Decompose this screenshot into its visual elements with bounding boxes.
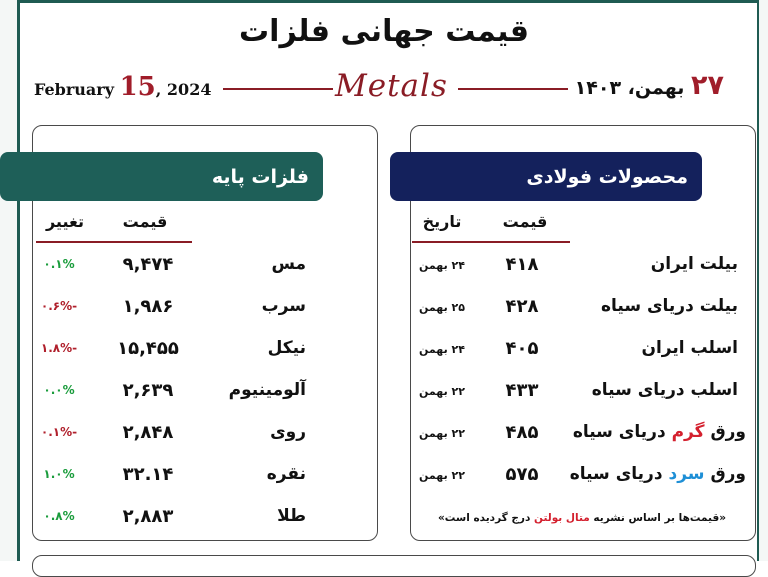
metal-name: مس (271, 254, 306, 274)
bottom-panel (32, 555, 756, 577)
col-date-header: تاریخ (422, 212, 462, 231)
product-name-part: ورق (710, 422, 746, 442)
metal-name: نیکل (267, 338, 306, 358)
date-fa-day: ۲۷ (691, 70, 724, 101)
date-en-day: 15 (119, 72, 156, 102)
product-name-part: دریای سیاه (572, 422, 666, 442)
note-part: «قیمت‌ها بر اساس نشریه (593, 512, 726, 524)
base-metals-tab: فلزات پایه (0, 152, 323, 201)
price-value: ۹,۴۷۴ (122, 254, 174, 275)
price-value: ۴۲۸ (505, 296, 539, 317)
price-value: ۱۵,۴۵۵ (117, 338, 179, 359)
date-fa-rest: بهمن، ۱۴۰۳ (574, 77, 685, 99)
metal-name: نقره (266, 464, 306, 484)
date-value: ۲۲ بهمن (419, 469, 465, 482)
product-name-part: دریای سیاه (569, 464, 663, 484)
product-name: بیلت دریای سیاه (600, 296, 738, 316)
date-value: ۲۲ بهمن (419, 385, 465, 398)
product-name: اسلب ایران (641, 338, 738, 358)
product-name-part: ورق (710, 464, 746, 484)
price-value: ۲,۸۴۸ (122, 422, 174, 443)
steel-header-underline (412, 241, 570, 243)
page-title: قیمت جهانی فلزات (239, 14, 529, 49)
date-value: ۲۴ بهمن (419, 259, 465, 272)
note-part: درج گردیده است» (438, 512, 531, 524)
price-value: ۴۱۸ (505, 254, 539, 275)
product-name (570, 464, 746, 484)
date-value: ۲۴ بهمن (419, 343, 465, 356)
price-value: ۴۰۵ (505, 338, 539, 359)
change-value: -۱.۸% (40, 341, 78, 355)
metal-name: آلومینیوم (228, 380, 306, 400)
metals-rule-right (458, 88, 568, 90)
metal-name: طلا (277, 506, 306, 526)
product-name: اسلب دریای سیاه (591, 380, 738, 400)
date-value: ۲۵ بهمن (419, 301, 465, 314)
product-name-highlight: گرم (671, 422, 705, 442)
col-price-header: قیمت (502, 212, 548, 231)
change-value: ۰.۰% (43, 383, 75, 397)
metal-name: روی (270, 422, 306, 442)
change-value: -۰.۱% (40, 425, 78, 439)
change-value: ۰.۸% (43, 509, 75, 523)
steel-products-tab: محصولات فولادی (390, 152, 702, 201)
product-name-highlight: سرد (668, 464, 705, 484)
price-value: ۳۲.۱۴ (122, 464, 174, 485)
metal-name: سرب (261, 296, 306, 316)
product-name: بیلت ایران (650, 254, 738, 274)
left-frame (0, 0, 18, 561)
price-value: ۴۸۵ (505, 422, 539, 443)
base-header-underline (36, 241, 192, 243)
change-value: -۰.۶% (40, 299, 78, 313)
right-frame (759, 0, 768, 561)
price-value: ۵۷۵ (505, 464, 539, 485)
metals-word: Metals (335, 68, 448, 104)
col-price-header: قیمت (122, 212, 168, 231)
price-value: ۲,۸۸۳ (122, 506, 174, 527)
frame-border-left (17, 0, 20, 561)
price-value: ۱,۹۸۶ (122, 296, 174, 317)
change-value: ۱.۰% (43, 467, 75, 481)
date-value: ۲۲ بهمن (419, 427, 465, 440)
product-name (570, 422, 746, 442)
price-value: ۲,۶۳۹ (122, 380, 174, 401)
price-value: ۴۳۳ (505, 380, 539, 401)
source-note (414, 512, 750, 524)
col-change-header: تغییر (45, 212, 85, 231)
metals-rule-left (223, 88, 333, 90)
frame-border-top (17, 0, 759, 3)
date-en-year: , 2024 (155, 80, 212, 99)
note-highlight: متال بولتن (534, 512, 590, 524)
date-en-month: February (34, 80, 115, 99)
date-english (34, 72, 211, 102)
date-persian (575, 70, 724, 101)
change-value: ۰.۱% (43, 257, 75, 271)
